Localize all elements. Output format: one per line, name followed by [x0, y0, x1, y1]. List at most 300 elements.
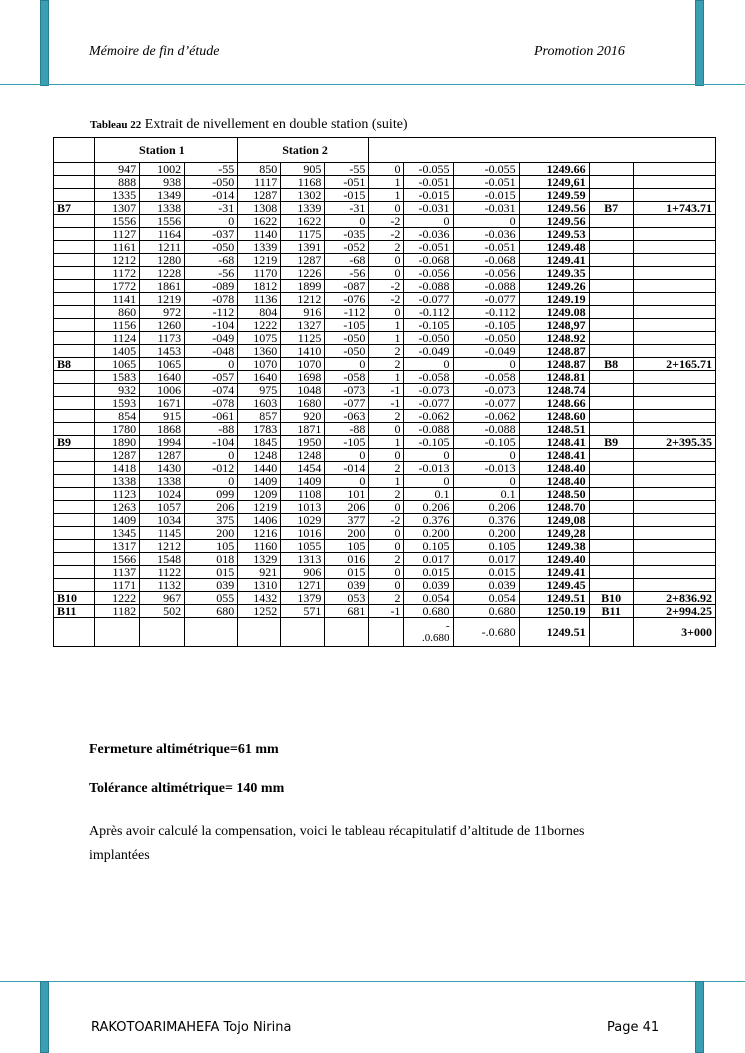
header-station-2: Station 2 — [238, 138, 369, 163]
table-cell: 1861 — [140, 280, 185, 293]
table-cell — [589, 267, 633, 280]
table-cell: 039 — [325, 579, 369, 592]
table-cell: 1410 — [281, 345, 325, 358]
table-row — [54, 553, 716, 566]
table-cell: B9 — [54, 436, 95, 449]
table-cell: -0.051 — [404, 176, 453, 189]
table-row — [54, 241, 716, 254]
total-altitude: 1249.51 — [519, 618, 589, 647]
table-cell: 0 — [369, 527, 404, 540]
table-cell: 906 — [281, 566, 325, 579]
table-cell: 1556 — [95, 215, 140, 228]
footer-bar-right — [695, 981, 704, 1053]
table-cell: 206 — [185, 501, 238, 514]
table-cell: -057 — [185, 371, 238, 384]
table-cell — [633, 449, 715, 462]
table-cell: 0.105 — [404, 540, 453, 553]
table-cell: 1108 — [281, 488, 325, 501]
table-cell: -058 — [325, 371, 369, 384]
table-cell: 1287 — [140, 449, 185, 462]
table-cell: -31 — [185, 202, 238, 215]
table-cell — [633, 566, 715, 579]
table-cell: 0 — [369, 423, 404, 436]
total-cell — [140, 618, 185, 647]
table-cell — [589, 462, 633, 475]
table-cell: 0 — [369, 267, 404, 280]
table-cell: 1145 — [140, 527, 185, 540]
table-cell: 681 — [325, 605, 369, 618]
table-cell: 015 — [325, 566, 369, 579]
table-cell: 0 — [369, 202, 404, 215]
table-cell: 1160 — [238, 540, 281, 553]
table-cell: 1170 — [238, 267, 281, 280]
table-cell: 502 — [140, 605, 185, 618]
table-cell: -0.056 — [453, 267, 519, 280]
table-row — [54, 488, 716, 501]
table-cell: -0.077 — [404, 293, 453, 306]
total-cell — [54, 618, 95, 647]
table-cell: 1248.87 — [519, 358, 589, 371]
table-cell: 0 — [369, 254, 404, 267]
table-cell: -0.031 — [404, 202, 453, 215]
table-cell: 1140 — [238, 228, 281, 241]
table-cell — [633, 345, 715, 358]
table-cell: -087 — [325, 280, 369, 293]
table-cell: 850 — [238, 163, 281, 176]
table-cell — [54, 579, 95, 592]
table-cell: 1454 — [281, 462, 325, 475]
table-cell: 1249.56 — [519, 215, 589, 228]
table-cell: -0.105 — [453, 319, 519, 332]
table-cell: -014 — [185, 189, 238, 202]
table-cell: 972 — [140, 306, 185, 319]
table-cell — [589, 384, 633, 397]
table-row — [54, 579, 716, 592]
table-cell: 1065 — [140, 358, 185, 371]
table-cell: 1219 — [140, 293, 185, 306]
table-cell: B8 — [589, 358, 633, 371]
table-row — [54, 202, 716, 215]
table-cell: 1137 — [95, 566, 140, 579]
table-row — [54, 410, 716, 423]
table-cell: 1075 — [238, 332, 281, 345]
table-cell: 1029 — [281, 514, 325, 527]
table-cell: 1812 — [238, 280, 281, 293]
table-cell: 1 — [369, 436, 404, 449]
table-cell: -0.015 — [404, 189, 453, 202]
table-cell: -105 — [325, 319, 369, 332]
table-cell — [54, 306, 95, 319]
table-cell: -55 — [185, 163, 238, 176]
table-cell: 0 — [325, 358, 369, 371]
table-cell: 905 — [281, 163, 325, 176]
table-cell: -0.050 — [404, 332, 453, 345]
table-cell: 0 — [453, 358, 519, 371]
table-cell: B10 — [589, 592, 633, 605]
table-cell — [633, 527, 715, 540]
table-cell — [54, 215, 95, 228]
table-cell — [54, 319, 95, 332]
table-cell: 0 — [325, 475, 369, 488]
table-cell — [589, 319, 633, 332]
table-cell: -104 — [185, 319, 238, 332]
table-cell: -048 — [185, 345, 238, 358]
table-cell: 105 — [185, 540, 238, 553]
table-cell: -112 — [325, 306, 369, 319]
table-row — [54, 566, 716, 579]
table-cell: 0 — [453, 215, 519, 228]
table-cell: 1603 — [238, 397, 281, 410]
table-cell: 1070 — [238, 358, 281, 371]
table-cell: 1349 — [140, 189, 185, 202]
header-title: Mémoire de fin d’étude — [89, 44, 220, 59]
table-cell: 0 — [369, 306, 404, 319]
table-cell: 1156 — [95, 319, 140, 332]
table-cell: 1219 — [238, 254, 281, 267]
table-cell: 1016 — [281, 527, 325, 540]
footer-rule — [0, 981, 745, 982]
table-cell: 1260 — [140, 319, 185, 332]
table-cell: 015 — [185, 566, 238, 579]
table-cell — [54, 371, 95, 384]
total-chainage: 3+000 — [633, 618, 715, 647]
table-row — [54, 254, 716, 267]
table-row — [54, 449, 716, 462]
table-cell — [54, 527, 95, 540]
table-cell — [54, 488, 95, 501]
table-cell: 1219 — [238, 501, 281, 514]
total-mean-diff-top: - — [445, 620, 450, 632]
table-cell: 1249.38 — [519, 540, 589, 553]
table-cell: 1249.51 — [519, 592, 589, 605]
table-row — [54, 306, 716, 319]
table-cell: 0.039 — [453, 579, 519, 592]
table-cell — [633, 371, 715, 384]
table-cell: 1379 — [281, 592, 325, 605]
table-cell: 0.015 — [453, 566, 519, 579]
header-promotion: Promotion 2016 — [534, 44, 625, 59]
table-cell: -1 — [369, 397, 404, 410]
table-cell — [633, 254, 715, 267]
table-cell: 1418 — [95, 462, 140, 475]
table-cell: 1780 — [95, 423, 140, 436]
table-cell: -0.088 — [404, 280, 453, 293]
header-bar-right — [695, 0, 704, 86]
table-cell: 932 — [95, 384, 140, 397]
table-cell — [633, 397, 715, 410]
table-cell: -0.050 — [453, 332, 519, 345]
table-cell: -014 — [325, 462, 369, 475]
table-cell: 0 — [404, 449, 453, 462]
table-cell: 921 — [238, 566, 281, 579]
table-cell: -0.036 — [404, 228, 453, 241]
table-cell: -0.051 — [453, 241, 519, 254]
table-cell: 1583 — [95, 371, 140, 384]
table-row — [54, 189, 716, 202]
table-cell — [589, 228, 633, 241]
total-corrected-diff: -.0.680 — [453, 618, 519, 647]
table-cell: B9 — [589, 436, 633, 449]
table-cell: -078 — [185, 397, 238, 410]
table-cell: 0.680 — [453, 605, 519, 618]
header-empty-right — [369, 138, 716, 163]
table-cell — [633, 384, 715, 397]
table-cell: 1057 — [140, 501, 185, 514]
table-cell: -0.077 — [404, 397, 453, 410]
table-cell: B11 — [589, 605, 633, 618]
table-row — [54, 371, 716, 384]
total-cell — [589, 618, 633, 647]
table-cell: 1222 — [95, 592, 140, 605]
table-cell: 0 — [453, 449, 519, 462]
table-cell: 1024 — [140, 488, 185, 501]
table-cell — [633, 215, 715, 228]
table-cell — [633, 241, 715, 254]
table-cell — [589, 553, 633, 566]
table-cell: 0.017 — [453, 553, 519, 566]
table-cell: -037 — [185, 228, 238, 241]
table-row — [54, 462, 716, 475]
table-cell: 1287 — [238, 189, 281, 202]
table-cell: 854 — [95, 410, 140, 423]
table-cell: 1335 — [95, 189, 140, 202]
total-cell — [185, 618, 238, 647]
table-cell: 1338 — [140, 475, 185, 488]
table-cell: 1280 — [140, 254, 185, 267]
table-cell — [54, 267, 95, 280]
table-cell: 0.105 — [453, 540, 519, 553]
table-cell: -077 — [325, 397, 369, 410]
summary-line-1: Après avoir calculé la compensation, voici le tableau récapitulatif d’altitude de 11bornes — [89, 824, 585, 839]
table-cell: 1002 — [140, 163, 185, 176]
table-cell — [54, 189, 95, 202]
table-cell: 916 — [281, 306, 325, 319]
table-cell — [589, 449, 633, 462]
table-cell — [589, 410, 633, 423]
table-cell: 1248.40 — [519, 475, 589, 488]
table-cell: 1132 — [140, 579, 185, 592]
table-cell — [54, 332, 95, 345]
table-cell — [589, 566, 633, 579]
table-cell: 1640 — [238, 371, 281, 384]
table-cell: 0.200 — [453, 527, 519, 540]
table-cell: 1226 — [281, 267, 325, 280]
table-cell — [589, 254, 633, 267]
table-cell — [589, 371, 633, 384]
table-cell — [633, 514, 715, 527]
table-cell: 1249.45 — [519, 579, 589, 592]
table-cell: 1440 — [238, 462, 281, 475]
table-cell: 1338 — [95, 475, 140, 488]
table-cell — [633, 332, 715, 345]
table-cell: 1248.60 — [519, 410, 589, 423]
table-cell: 0.054 — [453, 592, 519, 605]
table-cell: 039 — [185, 579, 238, 592]
table-cell: 1222 — [238, 319, 281, 332]
table-cell: 1 — [369, 176, 404, 189]
header-bar-left — [40, 0, 49, 86]
footer-author: RAKOTOARIMAHEFA Tojo Nirina — [91, 1020, 292, 1035]
table-cell: 1287 — [281, 254, 325, 267]
table-cell — [589, 189, 633, 202]
table-cell: -0.015 — [453, 189, 519, 202]
table-cell: -0.062 — [404, 410, 453, 423]
table-cell — [54, 176, 95, 189]
table-cell: 0.376 — [404, 514, 453, 527]
table-cell: 1182 — [95, 605, 140, 618]
table-cell: 377 — [325, 514, 369, 527]
table-row — [54, 423, 716, 436]
table-cell: 1248.50 — [519, 488, 589, 501]
table-cell: 1171 — [95, 579, 140, 592]
table-cell: -0.062 — [453, 410, 519, 423]
table-cell: B10 — [54, 592, 95, 605]
table-cell: 2+994.25 — [633, 605, 715, 618]
table-cell — [54, 280, 95, 293]
table-cell: -0.105 — [453, 436, 519, 449]
table-cell: 0.015 — [404, 566, 453, 579]
table-cell: 1161 — [95, 241, 140, 254]
table-cell: 1249.41 — [519, 566, 589, 579]
table-cell: 0 — [404, 215, 453, 228]
table-cell: 2 — [369, 553, 404, 566]
table-cell: 0 — [369, 501, 404, 514]
table-cell: 1871 — [281, 423, 325, 436]
fermeture-text: Fermeture altimétrique=61 mm — [89, 742, 279, 757]
table-cell: -1 — [369, 605, 404, 618]
table-cell: 571 — [281, 605, 325, 618]
table-cell: -089 — [185, 280, 238, 293]
table-cell: 1249.53 — [519, 228, 589, 241]
table-cell: -104 — [185, 436, 238, 449]
table-cell — [633, 475, 715, 488]
table-cell: 938 — [140, 176, 185, 189]
table-cell: 1168 — [281, 176, 325, 189]
table-cell: 0.206 — [453, 501, 519, 514]
table-cell: -56 — [185, 267, 238, 280]
table-cell: 947 — [95, 163, 140, 176]
table-cell: -052 — [325, 241, 369, 254]
table-cell: -0.068 — [404, 254, 453, 267]
table-cell: 0 — [185, 475, 238, 488]
table-cell — [633, 462, 715, 475]
table-cell — [589, 280, 633, 293]
table-row — [54, 592, 716, 605]
table-cell — [54, 228, 95, 241]
table-cell: 2+395.35 — [633, 436, 715, 449]
table-body — [54, 163, 716, 618]
table-cell — [633, 488, 715, 501]
table-cell — [589, 579, 633, 592]
table-cell: 1212 — [140, 540, 185, 553]
table-cell — [54, 449, 95, 462]
table-cell — [54, 423, 95, 436]
table-row — [54, 384, 716, 397]
table-cell — [589, 306, 633, 319]
table-cell — [633, 280, 715, 293]
table-cell: -0.013 — [453, 462, 519, 475]
table-cell: 967 — [140, 592, 185, 605]
footer-bar-left — [40, 981, 49, 1053]
table-cell: 0.680 — [404, 605, 453, 618]
table-cell: -2 — [369, 215, 404, 228]
table-cell: 920 — [281, 410, 325, 423]
table-cell: -1 — [369, 384, 404, 397]
table-cell: 1345 — [95, 527, 140, 540]
table-row — [54, 163, 716, 176]
table-cell — [54, 462, 95, 475]
table-cell: 0 — [185, 449, 238, 462]
table-cell: 1127 — [95, 228, 140, 241]
table-cell: -0.112 — [453, 306, 519, 319]
table-cell: 1117 — [238, 176, 281, 189]
table-cell: 1136 — [238, 293, 281, 306]
table-cell: -0.112 — [404, 306, 453, 319]
table-cell: -0.055 — [404, 163, 453, 176]
table-header-row — [54, 138, 716, 163]
table-cell: 1899 — [281, 280, 325, 293]
table-cell — [54, 241, 95, 254]
table-cell: 888 — [95, 176, 140, 189]
table-cell: -0.036 — [453, 228, 519, 241]
table-cell: 1248 — [238, 449, 281, 462]
table-cell: -063 — [325, 410, 369, 423]
total-mean-diff-bottom: .0.680 — [422, 632, 450, 644]
table-row — [54, 436, 716, 449]
table-cell — [589, 215, 633, 228]
table-cell: 1248.41 — [519, 436, 589, 449]
table-cell: 0.376 — [453, 514, 519, 527]
table-cell — [633, 501, 715, 514]
table-cell: -68 — [325, 254, 369, 267]
total-mean-diff — [404, 618, 453, 647]
table-cell: 0 — [185, 358, 238, 371]
table-row — [54, 267, 716, 280]
table-cell: -078 — [185, 293, 238, 306]
table-cell: 1211 — [140, 241, 185, 254]
table-row — [54, 605, 716, 618]
caption-text: Extrait de nivellement en double station (suite) — [141, 117, 408, 132]
table-cell: 1 — [369, 319, 404, 332]
table-row — [54, 501, 716, 514]
table-cell: 0 — [369, 566, 404, 579]
table-cell: -56 — [325, 267, 369, 280]
table-cell: 804 — [238, 306, 281, 319]
table-cell: 1173 — [140, 332, 185, 345]
table-cell: 016 — [325, 553, 369, 566]
table-cell: 101 — [325, 488, 369, 501]
table-cell: -0.088 — [404, 423, 453, 436]
table-cell: -2 — [369, 280, 404, 293]
table-cell: 1406 — [238, 514, 281, 527]
table-cell: 0 — [325, 449, 369, 462]
table-cell: 1228 — [140, 267, 185, 280]
table-cell: -0.049 — [453, 345, 519, 358]
table-cell: 1249.35 — [519, 267, 589, 280]
table-cell — [54, 566, 95, 579]
table-cell: -0.077 — [453, 293, 519, 306]
table-cell: 1339 — [238, 241, 281, 254]
table-cell: 0 — [404, 358, 453, 371]
table-cell: 1212 — [281, 293, 325, 306]
table-cell: -076 — [325, 293, 369, 306]
table-cell: 375 — [185, 514, 238, 527]
table-cell: 1249.19 — [519, 293, 589, 306]
table-cell: -105 — [325, 436, 369, 449]
table-cell — [589, 540, 633, 553]
table-cell: -31 — [325, 202, 369, 215]
table-cell: 2 — [369, 592, 404, 605]
